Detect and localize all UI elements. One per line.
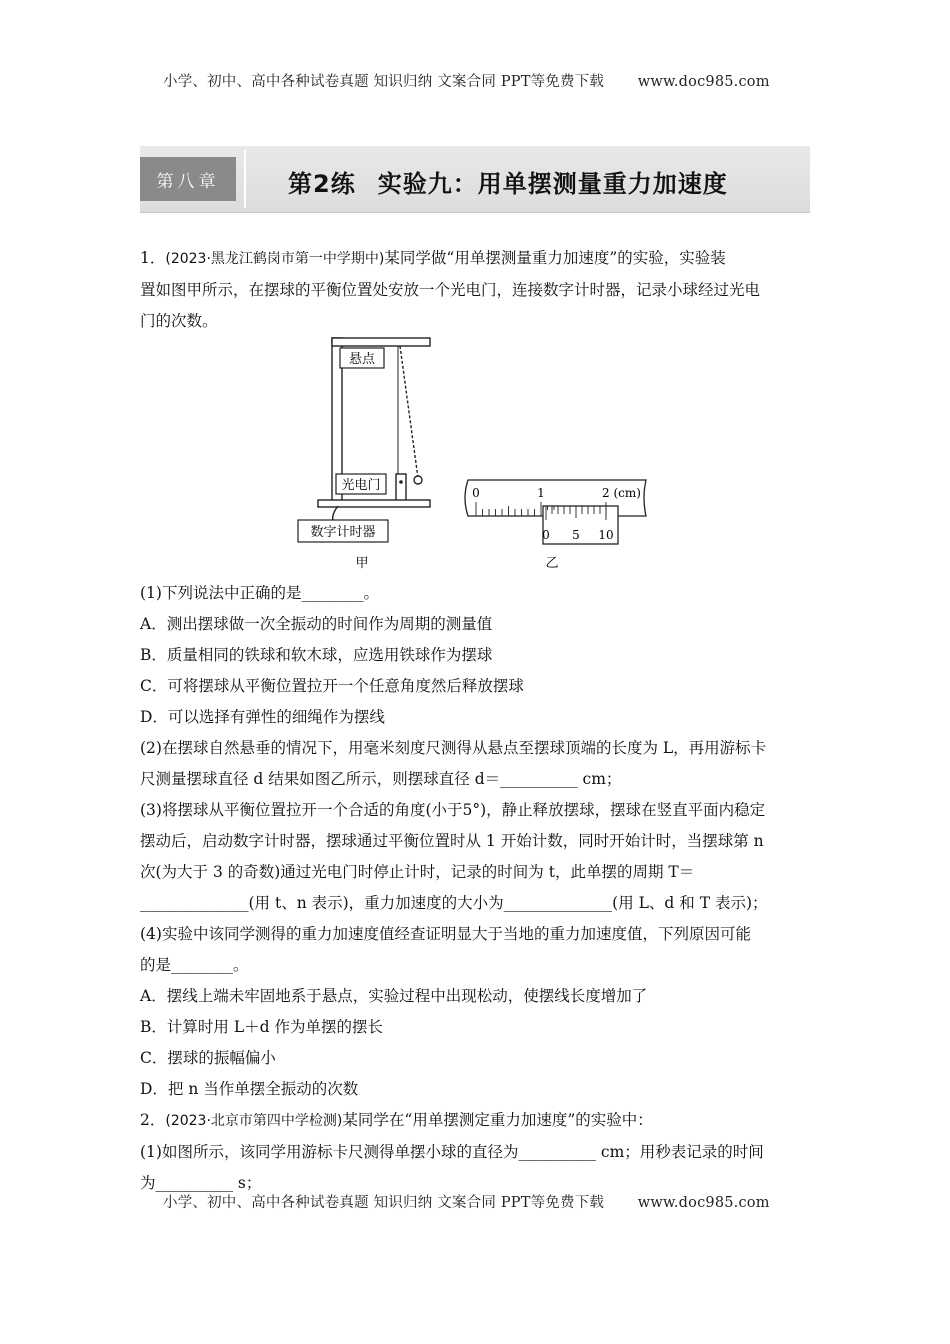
main-scale-label-2: 2 (cm) xyxy=(602,486,641,500)
pivot-label: 悬点 xyxy=(348,352,376,367)
q1-part3-line2: 摆动后，启动数字计时器，摆球通过平衡位置时从 1 开始计数，同时开始计时，当摆球第 n xyxy=(140,832,764,850)
q1-part4-option-a: A．摆线上端未牢固地系于悬点，实验过程中出现松动，使摆线长度增加了 xyxy=(140,987,648,1005)
q1-parts xyxy=(140,578,810,1199)
footer-banner-site: www.doc985.com xyxy=(637,1195,770,1211)
q1-part4-option-d: D．把 n 当作单摆全振动的次数 xyxy=(140,1080,359,1098)
header-banner xyxy=(163,70,770,91)
q1-stem-line2: 置如图甲所示，在摆球的平衡位置处安放一个光电门，连接数字计时器，记录小球经过光电 xyxy=(140,281,761,299)
q1-part3-line3: 次(为大于 3 的奇数)通过光电门时停止计时，记录的时间为 t，此单摆的周期 T＝ xyxy=(140,863,695,881)
q1-part4-line2: 的是________。 xyxy=(140,956,249,974)
main-scale-label-0: 0 xyxy=(472,486,480,500)
q2-number: 2． xyxy=(140,1111,166,1129)
chapter-tag: 第八章 xyxy=(140,157,236,201)
q1-part2-line1: (2)在摆球自然悬垂的情况下，用毫米刻度尺测得从悬点至摆球顶端的长度为 L，再用游标卡 xyxy=(140,739,767,757)
q2-stem xyxy=(140,1105,810,1137)
lesson-name: 实验九：用单摆测量重力加速度 xyxy=(377,170,728,198)
q2-source: (2023·北京市第四中学检测) xyxy=(165,1113,343,1129)
photogate-sensor-dot xyxy=(399,480,403,484)
q1-part3-line4: ______________(用 t、n 表示)，重力加速度的大小为______________(用 L、d 和 T 表示)； xyxy=(140,894,768,912)
q1-part3-line1: (3)将摆球从平衡位置拉开一个合适的角度(小于5°)，静止释放摆球，摆球在竖直平面内稳定 xyxy=(140,801,766,819)
q1-part4-option-b: B．计算时用 L＋d 作为单摆的摆长 xyxy=(140,1018,383,1036)
q1-stem-line3: 门的次数。 xyxy=(140,312,218,330)
q1-figure xyxy=(290,334,670,574)
vernier-label-0: 0 xyxy=(542,528,550,542)
q2-part1-line2: 为__________ s； xyxy=(140,1174,262,1192)
q1-source: (2023·黑龙江鹤岗市第一中学期中) xyxy=(165,251,385,267)
vernier-label-5: 5 xyxy=(572,528,580,542)
q2-part1-line1: (1)如图所示，该同学用游标卡尺测得单摆小球的直径为__________ cm；用秒表记录的时间 xyxy=(140,1143,764,1161)
q1-part2-line2: 尺测量摆球直径 d 结果如图乙所示，则摆球直径 d＝__________ cm； xyxy=(140,770,622,788)
main-scale-label-1: 1 xyxy=(537,486,545,500)
lesson-title xyxy=(288,164,728,199)
q1-number: 1． xyxy=(140,249,166,267)
vernier-label-10: 10 xyxy=(598,528,614,542)
chapter-divider xyxy=(244,150,246,208)
q2-stem-text: 某同学在“用单摆测定重力加速度”的实验中： xyxy=(342,1111,653,1129)
q1-part1-option-c: C．可将摆球从平衡位置拉开一个任意角度然后释放摆球 xyxy=(140,677,524,695)
q1-part1-option-a: A．测出摆球做一次全振动的时间作为周期的测量值 xyxy=(140,615,493,633)
header-banner-site: www.doc985.com xyxy=(637,74,770,90)
q1-stem-text: 某同学做“用单摆测量重力加速度”的实验，实验装 xyxy=(384,249,726,267)
q1-stem-line1 xyxy=(140,243,810,275)
photogate-label: 光电门 xyxy=(341,478,381,493)
q1-part4-line1: (4)实验中该同学测得的重力加速度值经查证明显大于当地的重力加速度值，下列原因可能 xyxy=(140,925,751,943)
q1-part4-option-c: C．摆球的振幅偏小 xyxy=(140,1049,276,1067)
q1-part1-prompt: (1)下列说法中正确的是________。 xyxy=(140,584,379,602)
footer-banner-text: 小学、初中、高中各种试卷真题 知识归纳 文案合同 PPT等免费下载 xyxy=(163,1195,605,1211)
footer-banner xyxy=(163,1191,770,1212)
figure-caption-b: 乙 xyxy=(545,556,559,571)
timer-label: 数字计时器 xyxy=(310,525,376,540)
lesson-number: 第2练 xyxy=(288,170,356,198)
q1-part1-option-d: D．可以选择有弹性的细绳作为摆线 xyxy=(140,708,385,726)
q1-stem xyxy=(140,243,810,337)
header-banner-text: 小学、初中、高中各种试卷真题 知识归纳 文案合同 PPT等免费下载 xyxy=(163,74,605,90)
q1-part1-option-b: B．质量相同的铁球和软木球，应选用铁球作为摆球 xyxy=(140,646,493,664)
figure-caption-a: 甲 xyxy=(355,556,369,571)
